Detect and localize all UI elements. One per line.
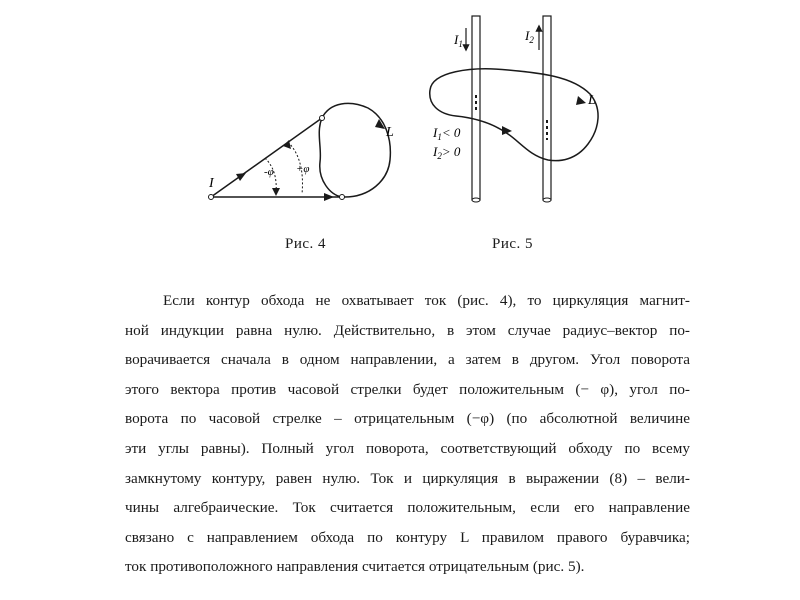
paragraph-line-7: замкнутому контуру, равен нулю. Ток и циркуляция в выражении (8) – вели- (125, 469, 690, 487)
fig4-contour-label: L (386, 125, 394, 140)
fig5-contour-label: L (588, 93, 596, 108)
fig4-angle-arrow-neg (272, 188, 280, 196)
paragraph-line-8: чины алгебраические. Ток считается положительным, если его направление (125, 499, 690, 517)
paragraph-line-3: ворачивается сначала в одном направлении, а затем в другом. Угол поворота (125, 351, 690, 369)
fig5-contour-arrow-right (576, 96, 586, 105)
paragraph-line-5: ворота по часовой стрелке – отрицательным (−φ) (по абсолютной величине (125, 410, 690, 428)
fig4-angle-neg-label: -φ (264, 166, 274, 178)
fig5-cond-1-rel: < 0 (441, 125, 461, 140)
paragraph-line-2: ной индукции равна нулю. Действительно, в этом случае радиус–вектор по- (125, 321, 690, 339)
fig5-cond-1-label: I (433, 125, 438, 140)
fig4-current-point (209, 195, 214, 200)
figure-4 (208, 103, 394, 201)
figure-5-caption: Рис. 5 (492, 236, 534, 252)
fig5-cond-2-rel: > 0 (441, 144, 461, 159)
paragraph-line-4: этого вектора против часовой стрелки будет положительным (− φ), угол по- (125, 380, 690, 398)
fig4-radius-arrow (236, 173, 246, 181)
fig5-cond-2-sub: 2 (437, 151, 442, 161)
fig4-base-arrow (324, 193, 334, 201)
figures-area (0, 0, 800, 280)
paragraph-line-1: Если контур обхода не охватывает ток (рис. 4), то циркуляция магнит- (163, 292, 690, 309)
body-paragraph (125, 286, 690, 582)
svg-text:I2 (524, 28, 534, 45)
figure-5 (430, 16, 598, 202)
svg-text:I1< 0 (432, 125, 461, 142)
fig4-angle-pos-label: +φ (296, 163, 310, 175)
fig5-wire-2 (543, 16, 551, 200)
fig5-current-2-sub: 2 (529, 35, 534, 45)
paragraph-line-6: эти углы равны). Полный угол поворота, соответствующий обходу по всему (125, 439, 690, 457)
fig4-contour-point-top (320, 116, 325, 121)
fig4-radius-line (211, 118, 322, 197)
fig5-current-1-label: I (454, 32, 459, 47)
svg-text:I1 (453, 32, 463, 49)
paragraph-line-9: связано с направлением обхода по контуру L правилом правого буравчика; (125, 528, 690, 546)
fig5-wire-2-end (543, 198, 551, 202)
fig4-contour-point-bottom (340, 195, 345, 200)
fig4-current-label: I (209, 176, 214, 191)
fig5-wire-1-end (472, 198, 480, 202)
fig5-cond-2-label: I (433, 144, 438, 159)
fig4-contour-L (319, 103, 390, 197)
fig5-current-1-sub: 1 (458, 39, 463, 49)
fig5-cond-1-sub: 1 (437, 132, 442, 142)
figure-4-caption: Рис. 4 (285, 236, 327, 252)
fig5-current-2-label: I (525, 28, 530, 43)
svg-text:I2> 0 (432, 144, 461, 161)
paragraph-line-10: ток противоположного направления считается отрицательным (рис. 5). (125, 558, 585, 576)
